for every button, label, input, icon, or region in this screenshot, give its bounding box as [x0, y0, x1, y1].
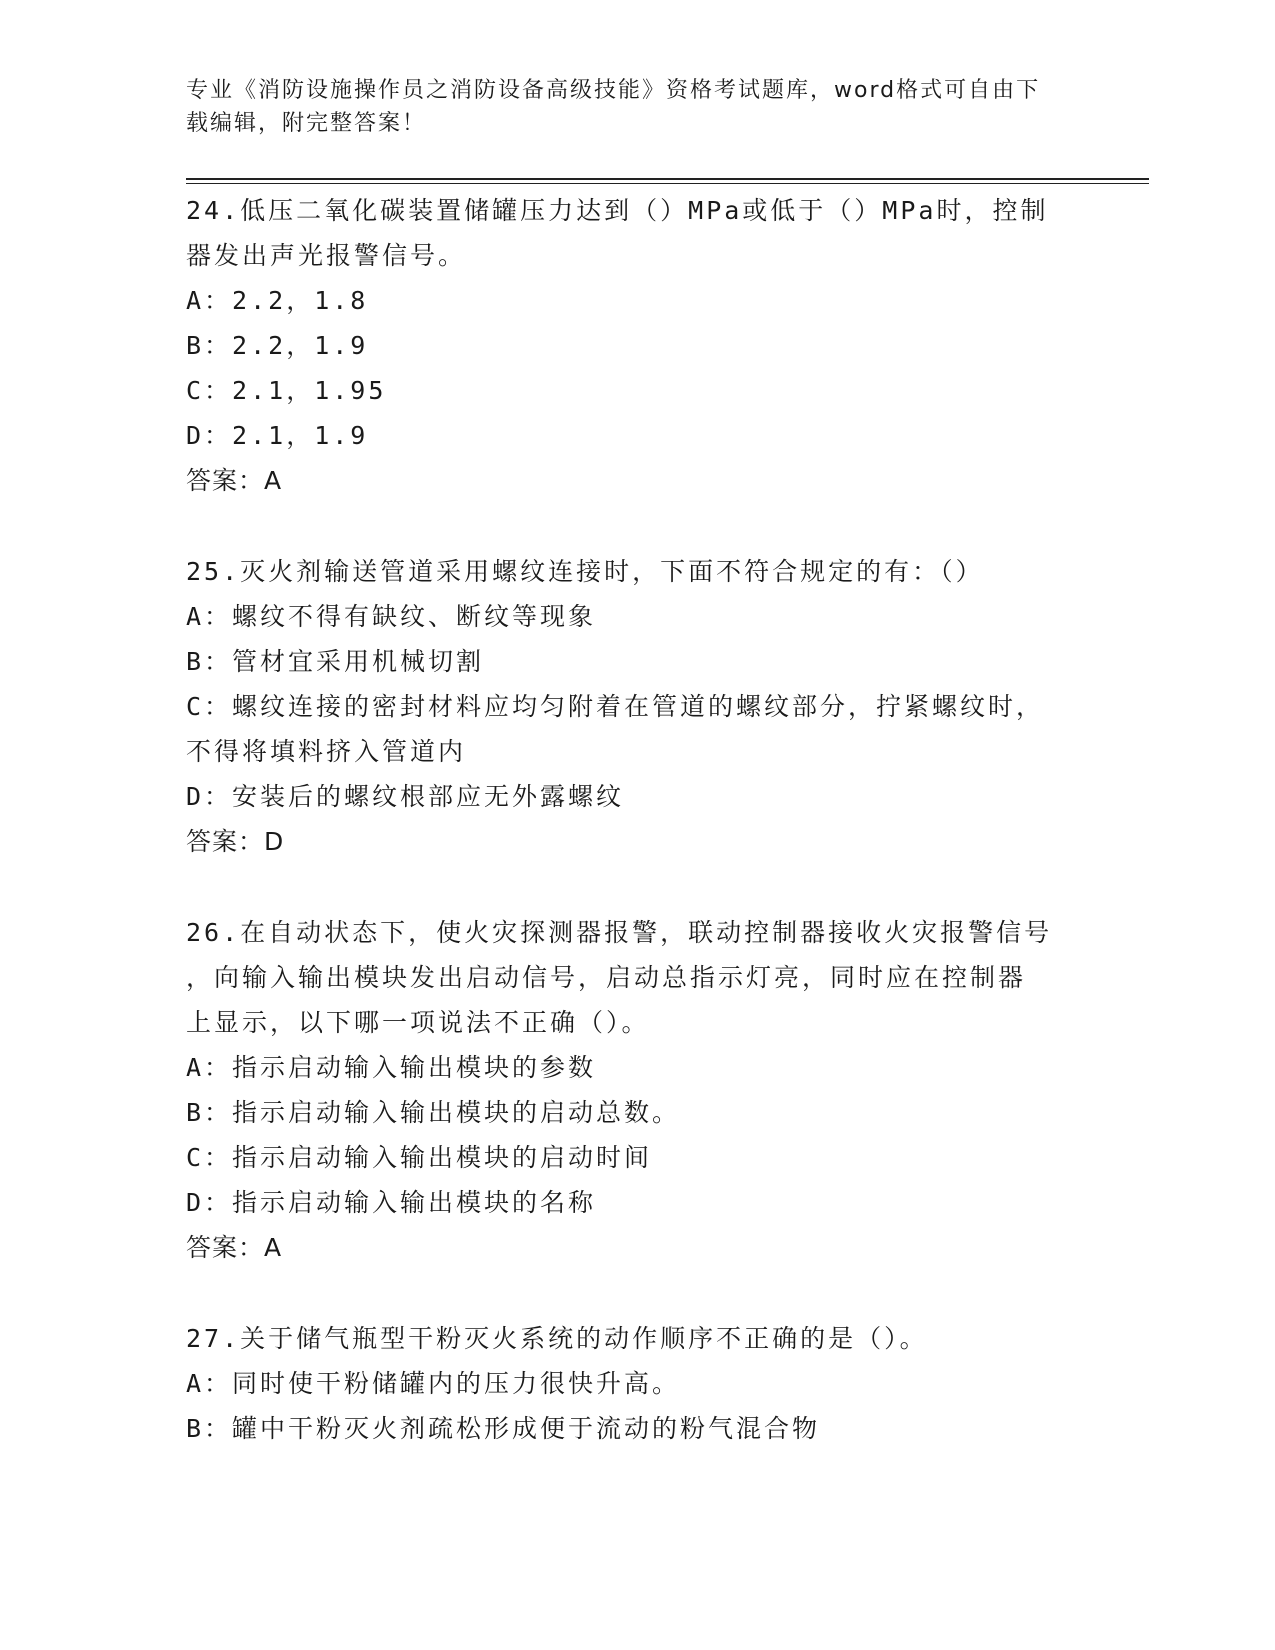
- question-list: [186, 188, 1086, 1497]
- option-a: A：2.2，1.8: [186, 286, 369, 315]
- option-b: B：管材宜采用机械切割: [186, 647, 485, 676]
- question-stem-line: 25.灭火剂输送管道采用螺纹连接时，下面不符合规定的有：（）: [186, 557, 984, 586]
- question-stem-line: ，向输入输出模块发出启动信号，启动总指示灯亮，同时应在控制器: [186, 963, 1027, 992]
- option-c-continued: 不得将填料挤入管道内: [186, 737, 467, 766]
- option-b: B：罐中干粉灭火剂疏松形成便于流动的粉气混合物: [186, 1414, 821, 1443]
- header-divider-thick: [186, 178, 1149, 180]
- option-d: D：2.1，1.9: [186, 421, 369, 450]
- question-24: [186, 188, 1086, 503]
- document-header: [186, 74, 1066, 140]
- question-stem-line: 器发出声光报警信号。: [186, 241, 467, 270]
- header-line-2: 载编辑，附完整答案！: [186, 111, 427, 136]
- question-stem-line: 26.在自动状态下，使火灾探测器报警，联动控制器接收火灾报警信号: [186, 918, 1053, 947]
- answer-line: 答案：A: [186, 466, 283, 495]
- option-b: B：指示启动输入输出模块的启动总数。: [186, 1098, 681, 1127]
- answer-line: 答案：A: [186, 1233, 283, 1262]
- option-b: B：2.2，1.9: [186, 331, 369, 360]
- option-c: C：指示启动输入输出模块的启动时间: [186, 1143, 653, 1172]
- option-d: D：安装后的螺纹根部应无外露螺纹: [186, 782, 625, 811]
- option-c: C：2.1，1.95: [186, 376, 387, 405]
- question-stem-line: 27.关于储气瓶型干粉灭火系统的动作顺序不正确的是（）。: [186, 1324, 928, 1353]
- option-a: A：同时使干粉储罐内的压力很快升高。: [186, 1369, 681, 1398]
- question-stem-line: 上显示，以下哪一项说法不正确（）。: [186, 1008, 650, 1037]
- header-line-1: 专业《消防设施操作员之消防设备高级技能》资格考试题库，word格式可自由下: [186, 78, 1041, 103]
- question-27: [186, 1316, 1086, 1451]
- option-c: C：螺纹连接的密封材料应均匀附着在管道的螺纹部分，拧紧螺纹时，: [186, 692, 1045, 721]
- header-divider-thin: [186, 183, 1149, 184]
- question-25: [186, 549, 1086, 864]
- answer-line: 答案：D: [186, 827, 285, 856]
- option-a: A：螺纹不得有缺纹、断纹等现象: [186, 602, 597, 631]
- question-26: [186, 910, 1086, 1270]
- option-d: D：指示启动输入输出模块的名称: [186, 1188, 597, 1217]
- option-a: A：指示启动输入输出模块的参数: [186, 1053, 597, 1082]
- question-stem-line: 24.低压二氧化碳装置储罐压力达到（）MPa或低于（）MPa时，控制: [186, 196, 1049, 225]
